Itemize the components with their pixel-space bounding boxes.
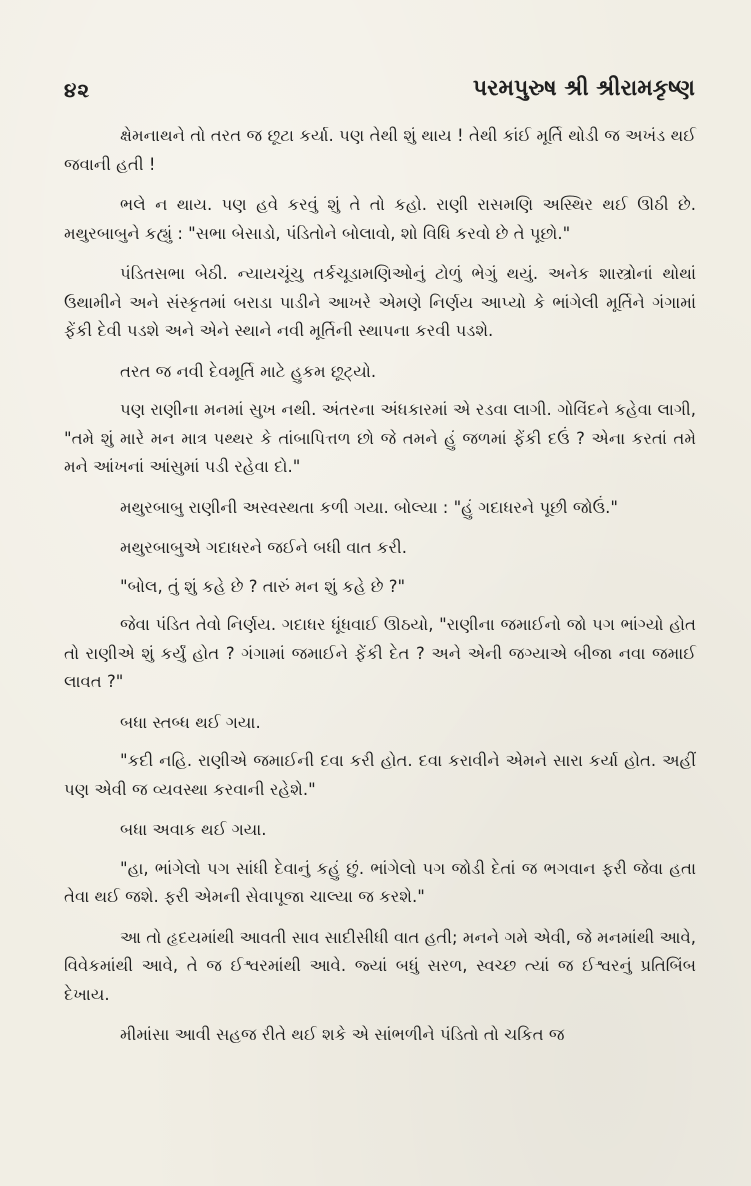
paragraph: મીમાંસા આવી સહજ રીતે થઈ શકે એ સાંભળીને પંડિતો તો ચકિત જ [120,1025,565,1044]
paragraph: બધા અવાક થઈ ગયા. [120,820,267,839]
paragraph: આ તો હૃદયમાંથી આવતી સાવ સાદીસીધી વાત હતી; મનને ગમે એવી, જે મનમાંથી આવે, વિવેકમાંથી આવે, તે જ ઈશ્વરમાંથી આવે. જ્યાં બધું સરળ, સ્વચ્છ ત્યાં જ ઈશ્વરનું પ્રતિબિંબ દેખાય. [64,927,696,1004]
paragraph: ભલે ન થાય. પણ હવે કરવું શું તે તો કહો. રાણી રાસમણિ અસ્થિર થઈ ઊઠી છે. મથુરબાબુને કહ્યું : "સભા બેસાડો, પંડિતોને બોલાવો, શો વિધિ કરવો છે તે પૂછો." [64,195,696,243]
paragraph: ક્ષેમનાથને તો તરત જ છૂટા કર્યા. પણ તેથી શું થાય ! તેથી કાંઈ મૂર્તિ થોડી જ અખંડ થઈ જવાની હતી ! [64,126,696,174]
paragraph: જેવા પંડિત તેવો નિર્ણય. ગદાધર ધૂંધવાઈ ઊઠયો, "રાણીના જમાઈનો જો પગ ભાંગ્યો હોત તો રાણીએ શું કર્યું હોત ? ગંગામાં જમાઈને ફેંકી દેત ? અને એની જગ્યાએ બીજા નવા જમાઈ લાવત ?" [64,615,696,691]
paragraph: "કદી નહિ. રાણીએ જમાઈની દવા કરી હોત. દવા કરાવીને એમને સારા કર્યા હોત. અહીં પણ એવી જ વ્યવસ્થા કરવાની રહેશે." [64,751,696,799]
paragraph: પંડિતસભા બેઠી. ન્યાયચૂંચુ તર્કચૂડામણિઓનું ટોળું ભેગું થયું. અનેક શાસ્ત્રોનાં થોથાં ઉથામીને અને સંસ્કૃતમાં બરાડા પાડીને આખરે એમણે નિર્ણય આપ્યો કે ભાંગેલી મૂર્તિને ગંગામાં ફેંકી દેવી પડશે અને એને સ્થાને નવી મૂર્તિની સ્થાપના કરવી પડશે. [64,264,696,340]
paragraph: મથુરબાબુએ ગદાધરને જઈને બધી વાત કરી. [120,538,407,557]
paragraph: મથુરબાબુ રાણીની અસ્વસ્થતા કળી ગયા. બોલ્યા : "હું ગદાધરને પૂછી જોઉં." [120,497,618,517]
paragraph: "હા, ભાંગેલો પગ સાંધી દેવાનું કહું છું. ભાંગેલો પગ જોડી દેતાં જ ભગવાન ફરી જેવા હતા તેવા થઈ જશે. ફરી એમની સેવાપૂજા ચાલ્યા જ કરશે." [64,858,696,906]
running-title: પરમપુરુષ શ્રી શ્રીરામકૃષ્ણ [472,76,695,101]
paragraph: બધા સ્તબ્ધ થઈ ગયા. [120,712,261,732]
page-header [64,78,695,114]
page-number: ૪૨ [64,78,91,102]
paragraph: "બોલ, તું શું કહે છે ? તારું મન શું કહે છે ?" [120,576,406,596]
paragraph: તરત જ નવી દેવમૂર્તિ માટે હુકમ છૂટ્યો. [120,361,377,381]
body-text [64,122,696,1062]
paragraph: પણ રાણીના મનમાં સુખ નથી. અંતરના અંધકારમાં એ રડવા લાગી. ગોવિંદને કહેવા લાગી, "તમે શું મારે મન માત્ર પથ્થર કે તાંબાપિત્તળ છો જે તમને હું જળમાં ફેંકી દઉં ? એના કરતાં તમે મને આંખનાં આંસુમાં પડી રહેવા દો." [64,400,696,476]
